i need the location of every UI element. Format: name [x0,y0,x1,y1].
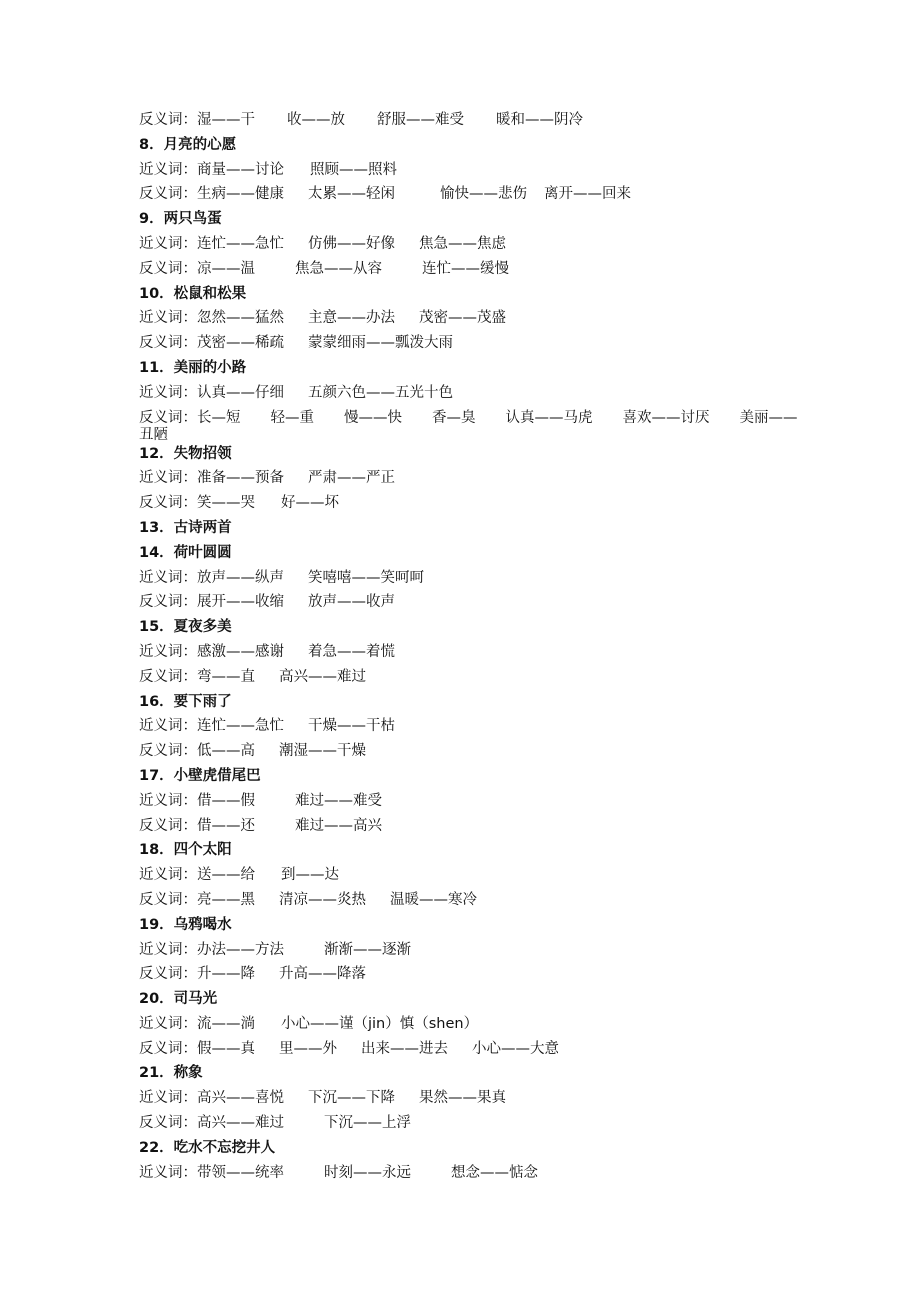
lesson-heading: 14．荷叶圆圆 [139,544,232,561]
word-pair: 美丽——丑陋 [139,409,798,443]
word-pair: 笑嘻嘻——笑呵呵 [308,569,424,586]
word-pair-line [139,739,799,764]
line-label: 反义词： [139,335,197,352]
word-pair: 蒙蒙细雨——瓢泼大雨 [308,335,453,352]
word-pair-line [139,640,799,665]
word-pair: 下沉——上浮 [324,1115,411,1132]
word-pair: 放声——收声 [308,594,395,611]
word-pair: 茂密——稀疏 [197,335,284,352]
word-pair: 清凉——炎热 [279,891,366,908]
word-pair: 太累——轻闲 [308,186,395,203]
word-pair-line [139,182,799,207]
word-pair: 连忙——缓慢 [422,260,509,277]
lesson-heading: 17．小壁虎借尾巴 [139,767,261,784]
word-pair: 借——还 [197,817,255,834]
word-pair: 展开——收缩 [197,594,284,611]
word-pair: 暖和——阴冷 [496,112,583,128]
lesson-heading: 8．月亮的心愿 [139,136,237,153]
word-pair: 认真——马虎 [505,409,593,426]
word-pair: 温暖——寒冷 [390,891,477,908]
word-pair: 着急——着慌 [308,643,395,660]
word-pair: 连忙——急忙 [197,235,284,252]
word-pair: 带领——统率 [197,1164,284,1181]
line-label: 近义词： [139,867,197,884]
word-pair: 渐渐——逐渐 [324,941,411,958]
line-label: 近义词： [139,569,197,586]
line-label: 反义词： [139,1115,197,1132]
word-pair: 准备——预备 [197,470,284,487]
word-pair-line [139,257,799,282]
word-pair: 高兴——难过 [279,668,366,685]
word-pair-line [139,962,799,987]
word-pair: 难过——难受 [295,792,382,809]
lesson-heading: 13．古诗两首 [139,519,232,536]
word-pair: 干燥——干枯 [308,718,395,735]
lesson-heading: 16．要下雨了 [139,693,232,710]
line-label: 反义词： [139,594,197,611]
line-label: 近义词： [139,941,197,958]
lesson-heading: 10．松鼠和松果 [139,285,247,302]
line-label: 反义词： [139,409,197,426]
document-page [139,108,799,1185]
word-pair-line [139,406,799,442]
word-pair-line [139,863,799,888]
word-pair: 潮湿——干燥 [279,743,366,760]
word-pair: 感激——感谢 [197,643,284,660]
word-pair-line [139,814,799,839]
line-label: 近义词： [139,310,197,327]
line-label: 近义词： [139,1090,197,1107]
lesson-heading: 18．四个太阳 [139,842,232,859]
word-pair: 凉——温 [197,260,255,277]
word-pair: 升高——降落 [279,966,366,983]
line-label: 反义词： [139,966,197,983]
word-pair: 香—臭 [432,409,476,426]
line-label: 近义词： [139,792,197,809]
word-pair: 茂密——茂盛 [419,310,506,327]
lesson-heading: 12．失物招领 [139,445,232,462]
word-pair: 连忙——急忙 [197,718,284,735]
word-pair: 主意——办法 [308,310,395,327]
word-pair-line [139,381,799,406]
word-pair: 亮——黑 [197,891,255,908]
word-pair: 高兴——难过 [197,1115,284,1132]
word-pair-line [139,1161,799,1186]
word-pair-line [139,232,799,257]
line-label: 近义词： [139,161,197,178]
line-label: 近义词： [139,235,197,252]
lesson-heading: 21．称象 [139,1065,203,1082]
line-label: 反义词： [139,891,197,908]
line-label: 近义词： [139,718,197,735]
word-pair: 焦急——焦虑 [419,235,506,252]
word-pair: 时刻——永远 [324,1164,411,1181]
lesson-heading: 22．吃水不忘挖井人 [139,1139,276,1156]
word-pair: 假——真 [197,1040,255,1057]
word-pair: 办法——方法 [197,941,284,958]
word-pair: 出来——进去 [361,1040,448,1057]
line-label: 反义词： [139,743,197,760]
word-pair-line [139,108,799,133]
lesson-heading: 9．两只鸟蛋 [139,211,222,228]
word-pair: 下沉——下降 [308,1090,395,1107]
word-pair: 生病——健康 [197,186,284,203]
line-label: 反义词： [139,668,197,685]
word-pair-line [139,1012,799,1037]
word-pair-line [139,714,799,739]
word-pair-line [139,590,799,615]
line-label: 反义词： [139,495,197,512]
line-label: 反义词： [139,112,197,128]
word-pair: 小心——谨（jin）慎（shen） [281,1015,479,1032]
word-pair: 湿——干 [197,112,255,128]
word-pair: 忽然——猛然 [197,310,284,327]
lesson-heading: 11．美丽的小路 [139,359,247,376]
word-pair: 愉快——悲伤 [440,186,527,203]
word-pair-line [139,938,799,963]
line-label: 反义词： [139,260,197,277]
word-pair: 想念——惦念 [451,1164,538,1181]
line-label: 反义词： [139,817,197,834]
word-pair: 认真——仔细 [197,384,284,401]
lesson-heading: 20．司马光 [139,991,218,1008]
word-pair: 喜欢——讨厌 [622,409,710,426]
line-label: 反义词： [139,186,197,203]
word-pair-line [139,566,799,591]
word-pair: 轻—重 [270,409,314,426]
word-pair: 低——高 [197,743,255,760]
word-pair: 商量——讨论 [197,161,284,178]
word-pair: 借——假 [197,792,255,809]
word-pair: 收——放 [287,112,345,128]
word-pair: 长—短 [197,409,241,426]
line-label: 近义词： [139,1164,197,1181]
lesson-heading: 19．乌鸦喝水 [139,916,232,933]
word-pair: 舒服——难受 [377,112,464,128]
line-label: 近义词： [139,643,197,660]
word-pair-line [139,665,799,690]
word-pair: 升——降 [197,966,255,983]
word-pair: 放声——纵声 [197,569,284,586]
line-label: 近义词： [139,1015,197,1032]
word-pair: 仿佛——好像 [308,235,395,252]
word-pair: 五颜六色——五光十色 [308,384,453,401]
word-pair: 高兴——喜悦 [197,1090,284,1107]
word-pair: 难过——高兴 [295,817,382,834]
lesson-heading: 15．夏夜多美 [139,619,232,636]
word-pair: 离开——回来 [544,186,631,203]
word-pair-line [139,888,799,913]
word-pair: 弯——直 [197,668,255,685]
word-pair-line [139,466,799,491]
word-pair-line [139,1037,799,1062]
word-pair: 果然——果真 [419,1090,506,1107]
word-pair: 好——坏 [281,495,339,512]
word-pair: 到——达 [281,867,339,884]
word-pair-line [139,158,799,183]
word-pair: 照顾——照料 [310,161,397,178]
word-pair: 慢——快 [344,409,402,426]
word-pair-line [139,1086,799,1111]
word-pair: 送——给 [197,867,255,884]
word-pair-line [139,1111,799,1136]
line-label: 近义词： [139,384,197,401]
word-pair-line [139,306,799,331]
line-label: 反义词： [139,1040,197,1057]
word-pair: 焦急——从容 [295,260,382,277]
word-pair: 流——淌 [197,1015,255,1032]
word-pair: 笑——哭 [197,495,255,512]
word-pair: 严肃——严正 [308,470,395,487]
word-pair: 小心——大意 [472,1040,559,1057]
word-pair: 里——外 [279,1040,337,1057]
word-pair-line [139,491,799,516]
word-pair-line [139,789,799,814]
line-label: 近义词： [139,470,197,487]
word-pair-line [139,331,799,356]
